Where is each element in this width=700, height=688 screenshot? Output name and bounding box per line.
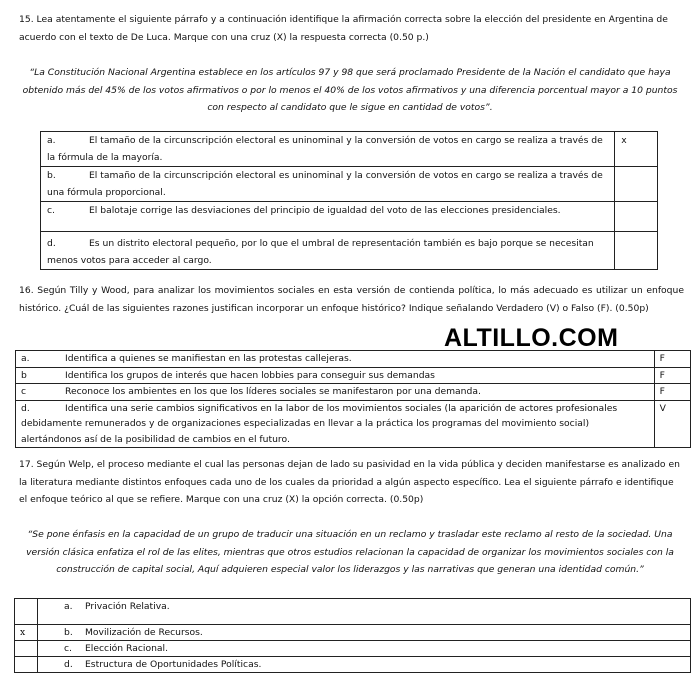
answer-mark: [15, 641, 38, 657]
table-row: [16, 351, 691, 368]
answer-mark: [615, 232, 658, 270]
question-17-quote: “Se pone énfasis en la capacidad de un grupo de traducir una situación en un reclamo y trasladar este reclamo al resto de la sociedad. Una versión clásica enfatiza el rol de las elites, mientras que otros estudios relacionan la capacidad de organizar los movimientos sociales con la construcción de capital social, Aquí adquieren especial valor los liderazgos y las narrativas que generan una identidad común.”: [26, 529, 674, 575]
answer-mark: x: [615, 132, 658, 167]
option-letter: d.: [64, 659, 73, 670]
table-row: [15, 657, 691, 673]
answer-mark: V: [654, 400, 690, 448]
answer-mark: F: [654, 384, 690, 401]
question-16-prompt: 16. Según Tilly y Wood, para analizar los movimientos sociales en esta versión de contienda política, lo más adecuado es utilizar un enfoque histórico. ¿Cuál de las siguientes razones justifican incorporar un enfoque histórico? Indique señalando Verdadero (V) o Falso (F). (0.50p): [19, 285, 684, 314]
option-letter: a.: [47, 135, 56, 146]
table-row: [16, 367, 691, 384]
answer-mark: F: [654, 367, 690, 384]
option-text: Identifica los grupos de interés que hacen lobbies para conseguir sus demandas: [65, 369, 435, 381]
question-17-options-table: [14, 598, 691, 673]
question-15-options-table: [40, 131, 658, 270]
answer-mark: [15, 657, 38, 673]
option-letter: a.: [21, 353, 30, 364]
option-text: Es un distrito electoral pequeño, por lo que el umbral de representación también es bajo porque se necesitan menos votos para acceder al cargo.: [47, 238, 594, 266]
table-row: [16, 400, 691, 448]
option-letter: d.: [21, 402, 30, 414]
table-row: [16, 384, 691, 401]
option-text: Reconoce los ambientes en los que los líderes sociales se manifestaron por una demanda.: [65, 386, 481, 397]
option-letter: a.: [64, 601, 73, 612]
option-text: Movilización de Recursos.: [85, 627, 203, 638]
question-15-quote: “La Constitución Nacional Argentina establece en los artículos 97 y 98 que será proclamado Presidente de la Nación el candidato que haya obtenido más del 45% de los votos afirmativos o por lo menos el 40% de los votos afirmativos y una diferencia porcentual mayor a 10 puntos con respecto al candidato que le sigue en cantidad de votos”.: [22, 67, 678, 113]
question-17-prompt: 17. Según Welp, el proceso mediante el cual las personas dejan de lado su pasividad en la vida pública y deciden manifestarse es analizado en la literatura mediante distintos enfoques cada uno de los cuales da prioridad a algún aspecto específico. Lea el siguiente párrafo e identifique el enfoque teórico al que se refiere. Marque con una cruz (X) la opción correcta. (0.50p): [19, 459, 680, 505]
option-text: Identifica una serie cambios significativos en la labor de los movimientos sociales (la aparición de actores profesionales debidamente remunerados y de organizaciones especializadas en llevar a la práctica los programas del movimiento social) alertándonos así de la posibilidad de cambios en el futuro.: [21, 402, 618, 445]
option-letter: c.: [64, 643, 72, 654]
option-text: Privación Relativa.: [85, 601, 170, 612]
option-text: El tamaño de la circunscripción electoral es uninominal y la conversión de votos en cargo se realiza a través de la fórmula de la mayoría.: [47, 135, 603, 163]
table-row: [15, 599, 691, 625]
answer-mark: [15, 599, 38, 625]
answer-mark: [615, 167, 658, 202]
option-letter: b.: [64, 627, 73, 638]
option-letter: b.: [47, 170, 56, 181]
option-letter: c: [21, 386, 27, 397]
table-row: [15, 641, 691, 657]
option-letter: b: [21, 369, 27, 381]
answer-mark: F: [654, 351, 690, 368]
answer-mark: x: [15, 625, 38, 641]
answer-mark: [615, 202, 658, 232]
option-text: Elección Racional.: [85, 643, 168, 654]
table-row: [41, 232, 658, 270]
option-text: El tamaño de la circunscripción electoral es uninominal y la conversión de votos en cargo se realiza a través de una fórmula proporcional.: [47, 170, 603, 198]
option-text: Identifica a quienes se manifiestan en las protestas callejeras.: [65, 353, 352, 364]
option-letter: c.: [47, 205, 55, 216]
table-row: [15, 625, 691, 641]
option-text: El balotaje corrige las desviaciones del principio de igualdad del voto de las elecciones presidenciales.: [89, 205, 561, 216]
table-row: [41, 167, 658, 202]
watermark-logo: ALTILLO.COM: [444, 324, 619, 352]
table-row: [41, 132, 658, 167]
option-text: Estructura de Oportunidades Políticas.: [85, 659, 262, 670]
question-16-options-table: [15, 350, 691, 448]
question-15-prompt: 15. Lea atentamente el siguiente párrafo y a continuación identifique la afirmación correcta sobre la elección del presidente en Argentina de acuerdo con el texto de De Luca. Marque con una cruz (X) la respuesta correcta (0.50 p.): [19, 14, 668, 43]
table-row: [41, 202, 658, 232]
option-letter: d.: [47, 238, 56, 249]
